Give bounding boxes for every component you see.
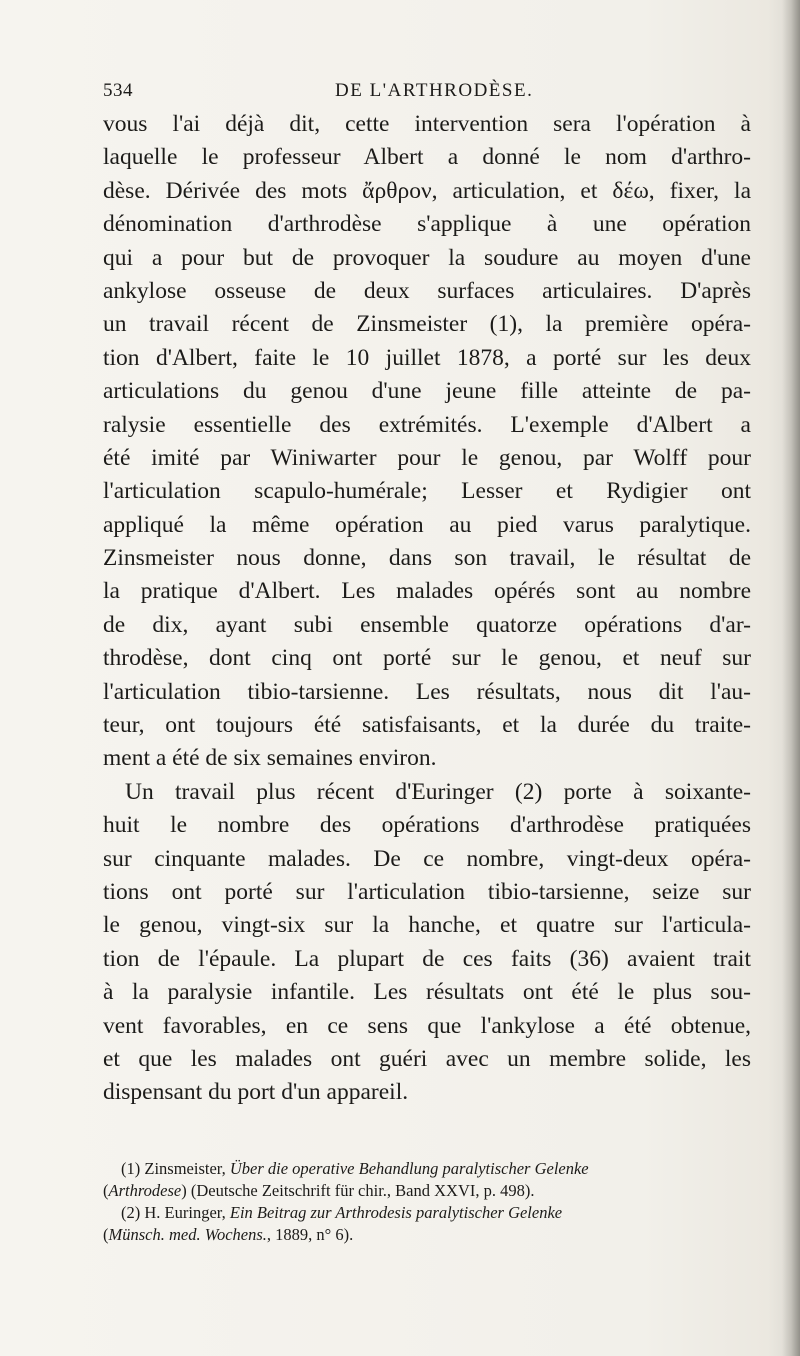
footnote-title: Arthrodese xyxy=(108,1181,182,1200)
text-line: appliqué la même opération au pied varus paralytique. xyxy=(103,511,751,538)
text-line: qui a pour but de provoquer la soudure au moyen d'une xyxy=(103,244,751,271)
text-line: laquelle le professeur Albert a donné le nom d'arthro- xyxy=(103,144,751,171)
running-title: DE L'ARTHRODÈSE. xyxy=(335,80,534,101)
text-line: l'articulation scapulo-humérale; Lesser et Rydigier ont xyxy=(103,478,751,505)
text-line: dèse. Dérivée des mots ἄρθρον, articulation, et δέω, fixer, la xyxy=(103,177,751,204)
text-line: articulations du genou d'une jeune fille atteinte de pa- xyxy=(103,378,751,405)
text-line: tions ont porté sur l'articulation tibio-tarsienne, seize sur xyxy=(103,878,751,905)
text-line: et que les malades ont guéri avec un membre solide, les xyxy=(103,1045,751,1072)
text-line: throdèse, dont cinq ont porté sur le genou, et neuf sur xyxy=(103,645,751,672)
text-line: ralysie essentielle des extrémités. L'exemple d'Albert a xyxy=(103,411,751,438)
text-line: huit le nombre des opérations d'arthrodèse pratiquées xyxy=(103,812,751,839)
footnote-title: Ein Beitrag zur Arthrodesis paralytischer Gelenke xyxy=(229,1203,563,1222)
footnote-2 xyxy=(103,1202,751,1224)
text-line: dispensant du port d'un appareil. xyxy=(103,1079,409,1106)
footnote-text: (2) H. Euringer, xyxy=(121,1203,230,1222)
footnote-text: (1) Zinsmeister, xyxy=(121,1159,230,1178)
text-line: été imité par Winiwarter pour le genou, par Wolff pour xyxy=(103,444,751,471)
text-line: le genou, vingt-six sur la hanche, et quatre sur l'articula- xyxy=(103,912,751,939)
text-line: un travail récent de Zinsmeister (1), la première opéra- xyxy=(103,311,751,338)
text-line: de dix, ayant subi ensemble quatorze opérations d'ar- xyxy=(103,611,751,638)
text-line: sur cinquante malades. De ce nombre, vingt-deux opéra- xyxy=(103,845,751,872)
text-line: Un travail plus récent d'Euringer (2) porte à soixante- xyxy=(125,778,751,805)
footnotes xyxy=(103,1158,751,1246)
footnote-text: ) (Deutsche Zeitschrift für chir., Band XXVI, p. 498). xyxy=(181,1181,535,1200)
text-line: tion de l'épaule. La plupart de ces faits (36) avaient trait xyxy=(103,945,751,972)
footnote-text: , 1889, n° 6). xyxy=(266,1225,354,1244)
text-line: tion d'Albert, faite le 10 juillet 1878, a porté sur les deux xyxy=(103,344,751,371)
text-line: vent favorables, en ce sens que l'ankylose a été obtenue, xyxy=(103,1012,751,1039)
footnote-1 xyxy=(103,1158,751,1180)
text-line: teur, ont toujours été satisfaisants, et la durée du traite- xyxy=(103,712,751,739)
text-line: ankylose osseuse de deux surfaces articulaires. D'après xyxy=(103,277,751,304)
footnote-text: ( xyxy=(103,1181,109,1200)
footnote-title: Münsch. med. Wochens. xyxy=(108,1225,267,1244)
footnote-text: ( xyxy=(103,1225,109,1244)
page-edge-shadow xyxy=(782,0,800,1356)
text-line: à la paralysie infantile. Les résultats ont été le plus sou- xyxy=(103,979,751,1006)
text-line: vous l'ai déjà dit, cette intervention sera l'opération à xyxy=(103,111,751,137)
page-number: 534 xyxy=(103,80,133,101)
text-line: dénomination d'arthrodèse s'applique à une opération xyxy=(103,211,751,238)
footnote-2-cont xyxy=(103,1224,751,1246)
footnote-1-cont xyxy=(103,1180,751,1202)
body-text xyxy=(103,108,751,1110)
text-line: l'articulation tibio-tarsienne. Les résultats, nous dit l'au- xyxy=(103,678,751,705)
footnote-title: Über die operative Behandlung paralytischer Gelenke xyxy=(229,1159,589,1178)
text-line: Zinsmeister nous donne, dans son travail, le résultat de xyxy=(103,545,751,572)
text-line: la pratique d'Albert. Les malades opérés sont au nombre xyxy=(103,578,751,605)
page-header xyxy=(103,80,751,106)
text-line: ment a été de six semaines environ. xyxy=(103,745,437,772)
